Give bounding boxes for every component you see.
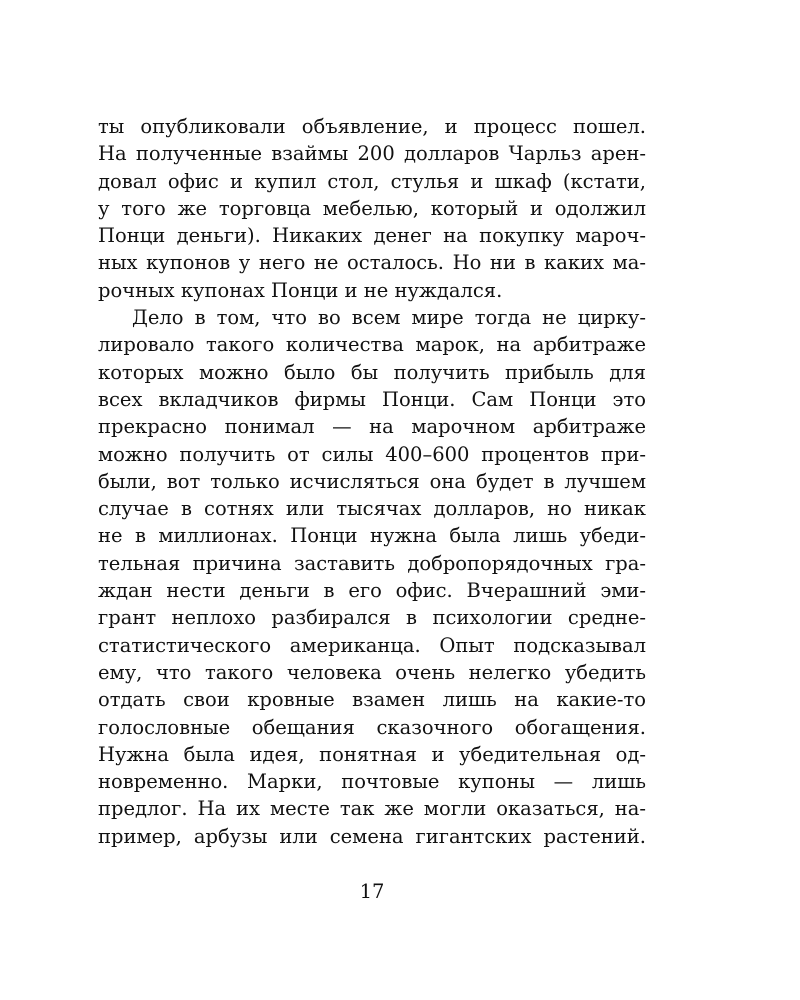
text-line: ных купонов у него не осталось. Но ни в каких ма- xyxy=(98,251,646,275)
text-line: тельная причина заставить добропорядочных гра- xyxy=(98,551,646,575)
text-line: пример, арбузы или семена гигантских растений. xyxy=(98,824,646,848)
text-line: отдать свои кровные взамен лишь на какие-то xyxy=(98,688,646,712)
text-line: прекрасно понимал — на марочном арбитраже xyxy=(98,415,646,439)
text-line: всех вкладчиков фирмы Понци. Сам Понци это xyxy=(98,387,646,411)
text-line: На полученные взаймы 200 долларов Чарльз арен- xyxy=(98,142,646,166)
text-line: ему, что такого человека очень нелегко убедить xyxy=(98,660,646,684)
text-line: были, вот только исчисляться она будет в лучшем xyxy=(98,469,646,493)
text-line: Понци деньги). Никаких денег на покупку мароч- xyxy=(98,224,646,248)
page-number: 17 xyxy=(359,880,385,903)
text-line: довал офис и купил стол, стулья и шкаф (кстати, xyxy=(98,169,646,193)
text-line: статистического американца. Опыт подсказывал xyxy=(98,633,646,657)
text-line: предлог. На их месте так же могли оказаться, на- xyxy=(98,797,646,821)
text-line: можно получить от силы 400–600 процентов при- xyxy=(98,442,646,466)
text-line: ты опубликовали объявление, и процесс пошел. xyxy=(98,115,646,138)
text-line: которых можно было бы получить прибыль для xyxy=(98,360,646,384)
text-line: голословные обещания сказочного обогащения. xyxy=(98,715,646,739)
paragraph-end-line: рочных купонах Понци и не нуждался. xyxy=(98,278,503,302)
text-line: ждан нести деньги в его офис. Вчерашний эми- xyxy=(98,579,646,603)
text-line: у того же торговца мебелью, который и одолжил xyxy=(98,196,646,220)
text-line: случае в сотнях или тысячах долларов, но никак xyxy=(98,497,646,521)
text-line: лировало такого количества марок, на арбитраже xyxy=(98,333,646,357)
body-text xyxy=(98,113,646,850)
paragraph-start-line: Дело в том, что во всем мире тогда не цирку- xyxy=(132,306,646,330)
text-line: новременно. Марки, почтовые купоны — лишь xyxy=(98,770,646,794)
text-line: грант неплохо разбирался в психологии средне- xyxy=(98,606,646,630)
text-line: не в миллионах. Понци нужна была лишь убеди- xyxy=(98,524,646,548)
text-line: Нужна была идея, понятная и убедительная од- xyxy=(98,742,646,766)
